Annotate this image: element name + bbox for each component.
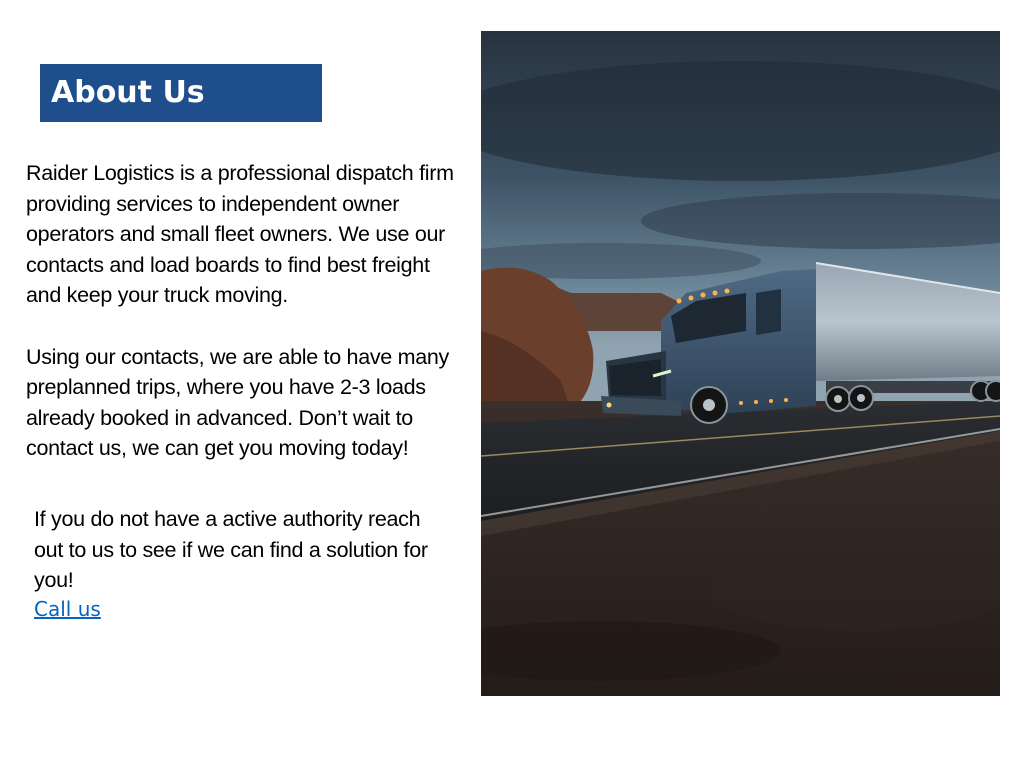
truck-photo — [481, 31, 1000, 696]
call-us-link[interactable]: Call us — [34, 597, 101, 621]
about-paragraph-2: Using our contacts, we are able to have many preplanned trips, where you have 2-3 loads already booked in advanced. Don’t wait to contact us, we can get you moving today! — [26, 344, 450, 461]
about-paragraph-1: Raider Logistics is a professional dispatch firm providing services to independent owner operators and small fleet owners. We use our contacts and load boards to find best freight and keep your truck moving. — [26, 161, 454, 308]
authority-note: If you do not have a active authority reach out to us to see if we can find a solution for you! — [34, 507, 428, 593]
about-body — [26, 158, 462, 464]
page-title: About Us — [51, 75, 205, 110]
title-banner — [40, 64, 322, 122]
